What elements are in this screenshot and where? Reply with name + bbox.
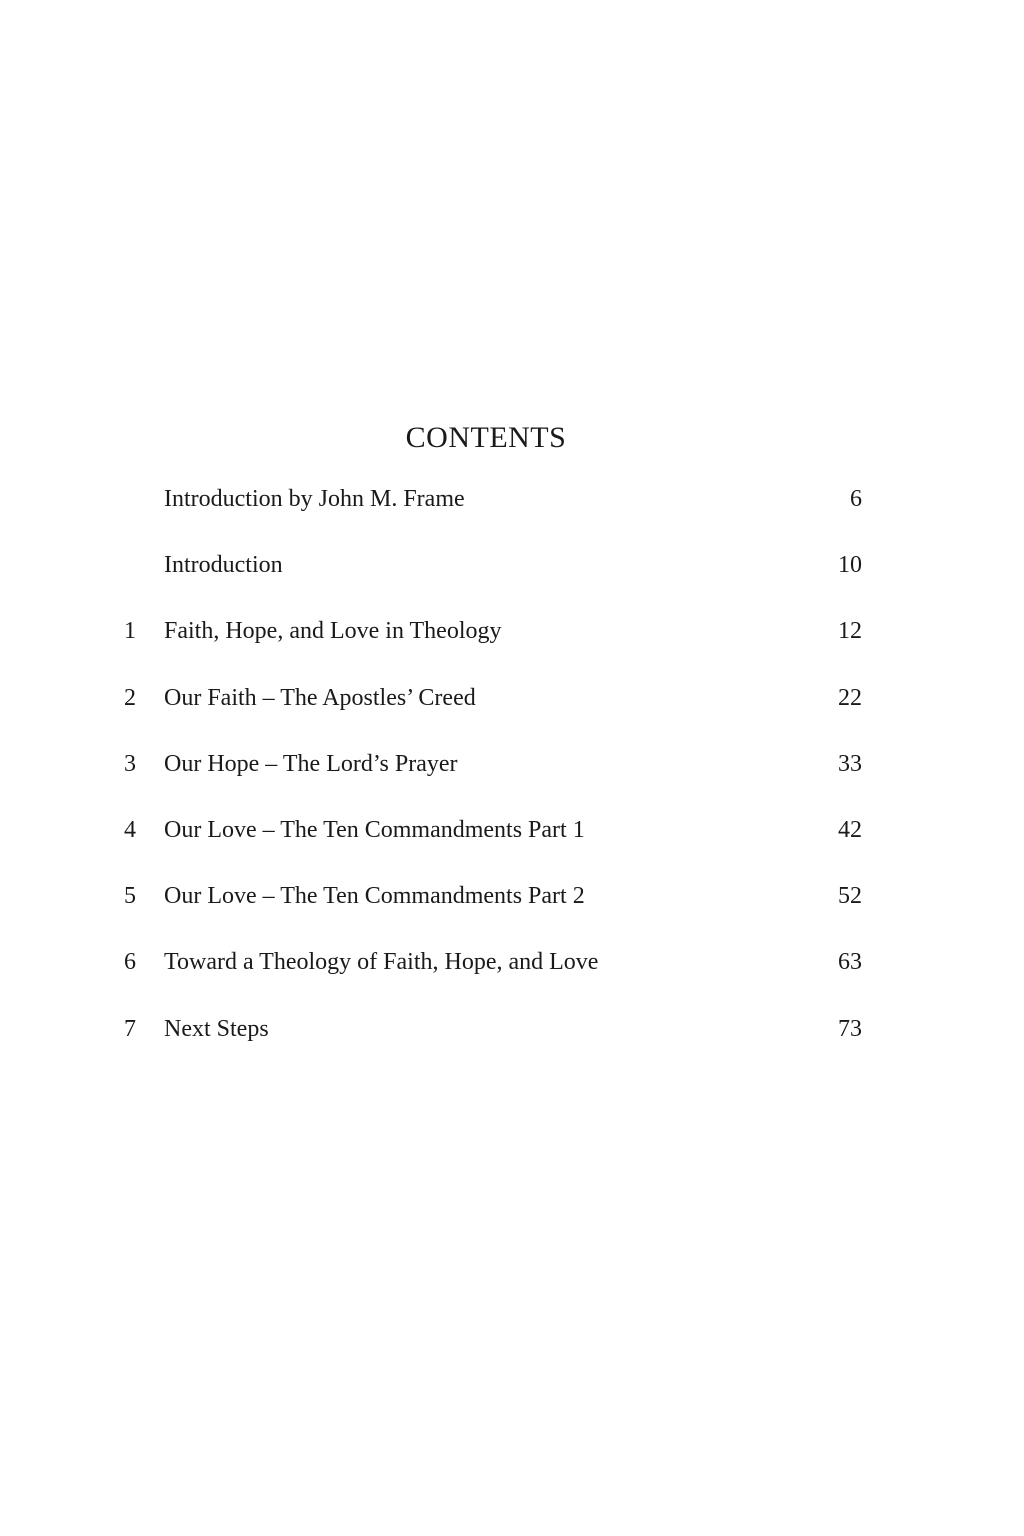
page-number: 10 [838,552,862,579]
toc-entry[interactable] [112,482,862,548]
toc-entry[interactable] [112,879,862,945]
table-of-contents [112,482,862,1078]
chapter-number: 5 [124,883,136,910]
chapter-title: Our Hope – The Lord’s Prayer [164,750,458,777]
chapter-title: Introduction by John M. Frame [164,486,465,512]
toc-entry[interactable] [112,614,862,680]
page-number: 73 [838,1015,862,1042]
chapter-number: 6 [124,949,136,976]
chapter-title: Toward a Theology of Faith, Hope, and Love [164,949,599,976]
toc-entry[interactable] [112,747,862,813]
page-number: 22 [838,684,862,711]
page-number: 52 [838,883,862,910]
chapter-title: Our Love – The Ten Commandments Part 1 [164,816,585,843]
chapter-number: 1 [124,618,136,645]
page-number: 33 [838,750,862,777]
toc-entry[interactable] [112,1012,862,1078]
chapter-number: 3 [124,750,136,777]
toc-entry[interactable] [112,813,862,879]
toc-entry[interactable] [112,681,862,747]
chapter-title: Our Faith – The Apostles’ Creed [164,684,476,711]
toc-entry[interactable] [112,945,862,1011]
toc-entry[interactable] [112,548,862,614]
page-title: CONTENTS [405,421,567,454]
page-number: 6 [850,486,862,512]
page-number: 63 [838,949,862,976]
page-number: 12 [838,618,862,645]
chapter-title: Introduction [164,552,283,579]
page-number: 42 [838,816,862,843]
chapter-title: Next Steps [164,1015,269,1042]
chapter-number: 2 [124,684,136,711]
chapter-title: Our Love – The Ten Commandments Part 2 [164,883,585,910]
chapter-number: 7 [124,1015,136,1042]
chapter-number: 4 [124,816,136,843]
chapter-title: Faith, Hope, and Love in Theology [164,618,502,645]
